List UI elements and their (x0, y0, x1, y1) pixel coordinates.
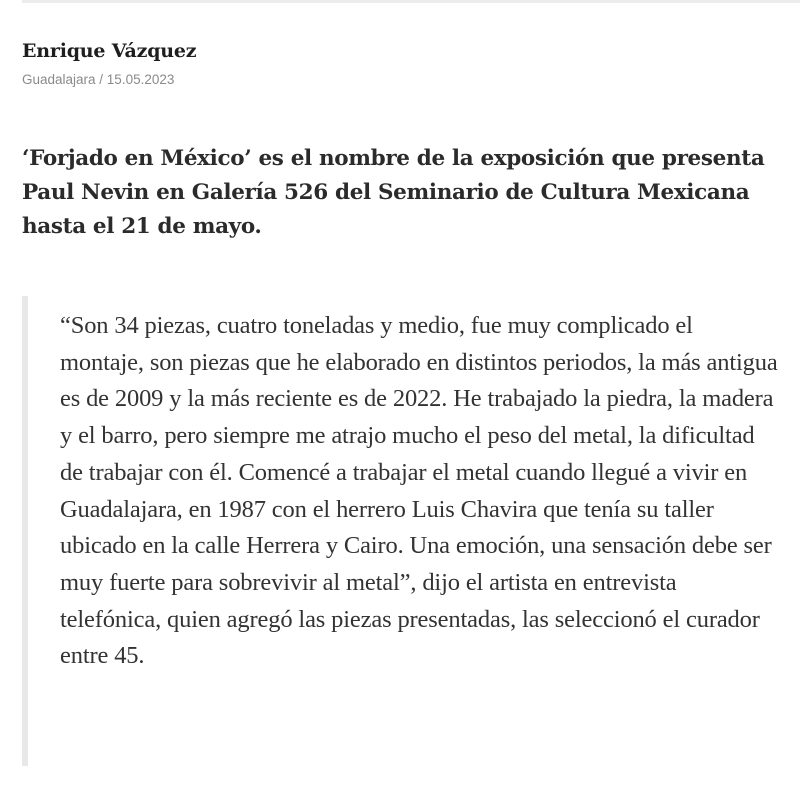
location-date: Guadalajara / 15.05.2023 (22, 72, 175, 87)
quote-text: “Son 34 piezas, cuatro toneladas y medio, fue muy complicado el montaje, son piezas que he elaborado en distintos periodos, la más antigua es de 2009 y la más reciente es de 2022. He trabajado la piedra, la madera y el barro, pero siempre me atrajo mucho el peso del metal, la dificultad de trabajar con él. Comencé a trabajar el metal cuando llegué a vivir en Guadalajara, en 1987 con el herrero Luis Chavira que tenía su taller ubicado en la calle Herrera y Cairo. Una emoción, una sensación debe ser muy fuerte para sobrevivir al metal”, dijo el artista en entrevista telefónica, quien agregó las piezas presentadas, las seleccionó el curador entre 45. (60, 312, 778, 670)
pull-quote (22, 296, 782, 766)
top-divider (22, 0, 800, 3)
article-lead: ‘Forjado en México’ es el nombre de la exposición que presenta Paul Nevin en Galería 526 del Seminario de Cultura Mexicana hasta el 21 de mayo. (22, 146, 765, 239)
author-name[interactable]: Enrique Vázquez (22, 40, 197, 62)
byline (22, 38, 778, 89)
